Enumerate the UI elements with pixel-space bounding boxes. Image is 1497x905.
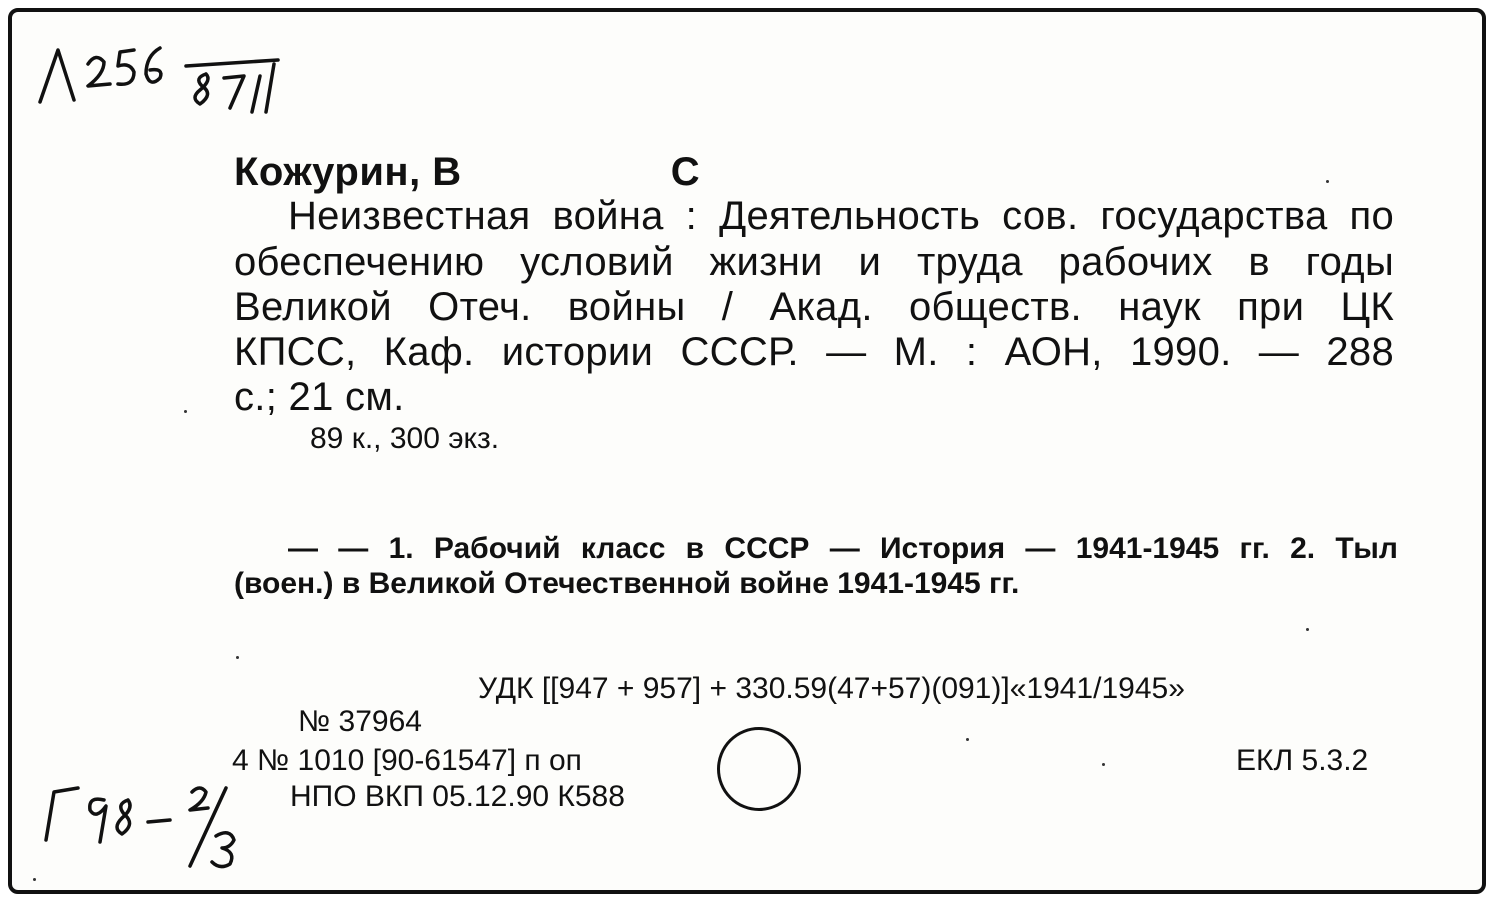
scan-speck	[33, 878, 36, 881]
npo-line: НПО ВКП 05.12.90 К588	[290, 780, 625, 813]
description-line-2: обеспечению условий жизни и труда рабочих в годы	[234, 240, 1394, 284]
subject-line-1: — — 1. Рабочий класс в СССР — История — 1941-1945 гг. 2. Тыл	[288, 532, 1398, 565]
scan-speck	[966, 738, 969, 741]
scan-speck	[236, 656, 239, 659]
circle-mark	[717, 727, 801, 811]
order-line: 4 № 1010 [90-61547] п оп	[232, 744, 582, 777]
scan-speck	[184, 410, 187, 413]
description-line-4: КПСС, Каф. истории СССР. — М. : АОН, 1990. — 288	[234, 330, 1394, 374]
scan-speck	[1102, 763, 1105, 766]
subject-line-2: (воен.) в Великой Отечественной войне 1941-1945 гг.	[234, 567, 1020, 600]
description-line-1: Неизвестная война : Деятельность сов. государства по	[288, 194, 1394, 238]
scan-speck	[1326, 180, 1329, 183]
handwritten-inventory-mark-drawing	[30, 30, 310, 120]
scan-speck	[1306, 628, 1309, 631]
author-line: Кожурин, В С	[234, 150, 701, 194]
ekl-code: ЕКЛ 5.3.2	[1236, 744, 1369, 777]
record-number: № 37964	[298, 705, 422, 738]
udk-classification: УДК [[947 + 957] + 330.59(47+57)(091)]«1941/1945»	[478, 672, 1185, 705]
handwritten-shelf-mark-drawing	[30, 770, 270, 880]
price-circulation: 89 к., 300 экз.	[310, 422, 500, 455]
description-line-3: Великой Отеч. войны / Акад. обществ. наук при ЦК	[234, 285, 1394, 329]
description-line-5: с.; 21 см.	[234, 375, 405, 419]
